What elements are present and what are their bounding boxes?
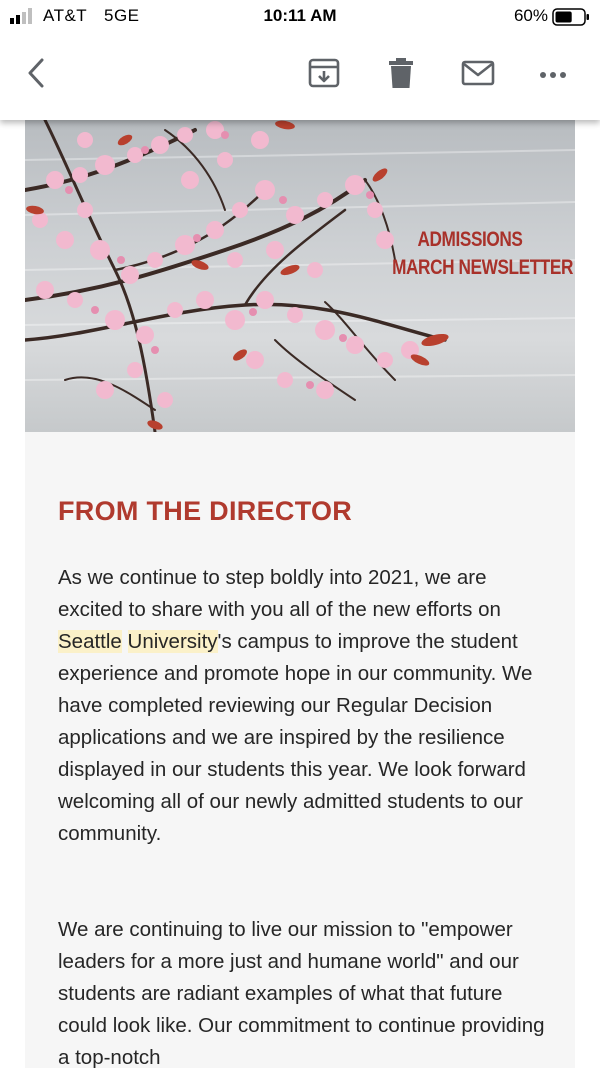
- hero-title: [392, 226, 574, 282]
- battery-icon: [552, 8, 590, 26]
- newsletter-card: [25, 120, 575, 1068]
- paragraph-director-1: [58, 562, 548, 850]
- email-body[interactable]: [0, 120, 600, 1068]
- section-heading: FROM THE DIRECTOR: [58, 496, 353, 526]
- trash-icon[interactable]: [384, 56, 418, 90]
- highlighted-term[interactable]: University: [127, 630, 218, 653]
- more-icon[interactable]: [538, 56, 572, 90]
- highlighted-term[interactable]: Seattle: [58, 630, 122, 653]
- paragraph-text: As we continue to step boldly into 2021, we are excited to share with you all of the new efforts on: [58, 566, 501, 621]
- battery-percent: 60%: [513, 6, 548, 25]
- hero-title-line2: MARCH NEWSLETTER: [392, 256, 574, 279]
- mail-icon[interactable]: [461, 56, 495, 90]
- hero-image: [25, 120, 575, 432]
- email-toolbar: [0, 34, 600, 120]
- carrier-name: AT&T: [43, 6, 88, 25]
- status-bar: [0, 0, 600, 34]
- hero-title-line1: ADMISSIONS: [417, 228, 523, 251]
- chevron-left-icon[interactable]: [20, 56, 54, 90]
- paragraph-director-2: We are continuing to live our mission to "empower leaders for a more just and humane world" and our students are radiant examples of what that future could look like. Our commitment to continue providing a top-notch: [58, 918, 545, 1068]
- paragraph-text: 's campus to improve the student experience and promote hope in our community. We have completed reviewing our Regular Decision applications and we are inspired by the resilience displayed in our students this year. We look forward welcoming all of our newly admitted students to our community.: [58, 630, 533, 845]
- archive-icon[interactable]: [307, 56, 341, 90]
- network-type: 5GE: [104, 6, 140, 25]
- space: [122, 630, 128, 653]
- clock: 10:11 AM: [263, 6, 337, 25]
